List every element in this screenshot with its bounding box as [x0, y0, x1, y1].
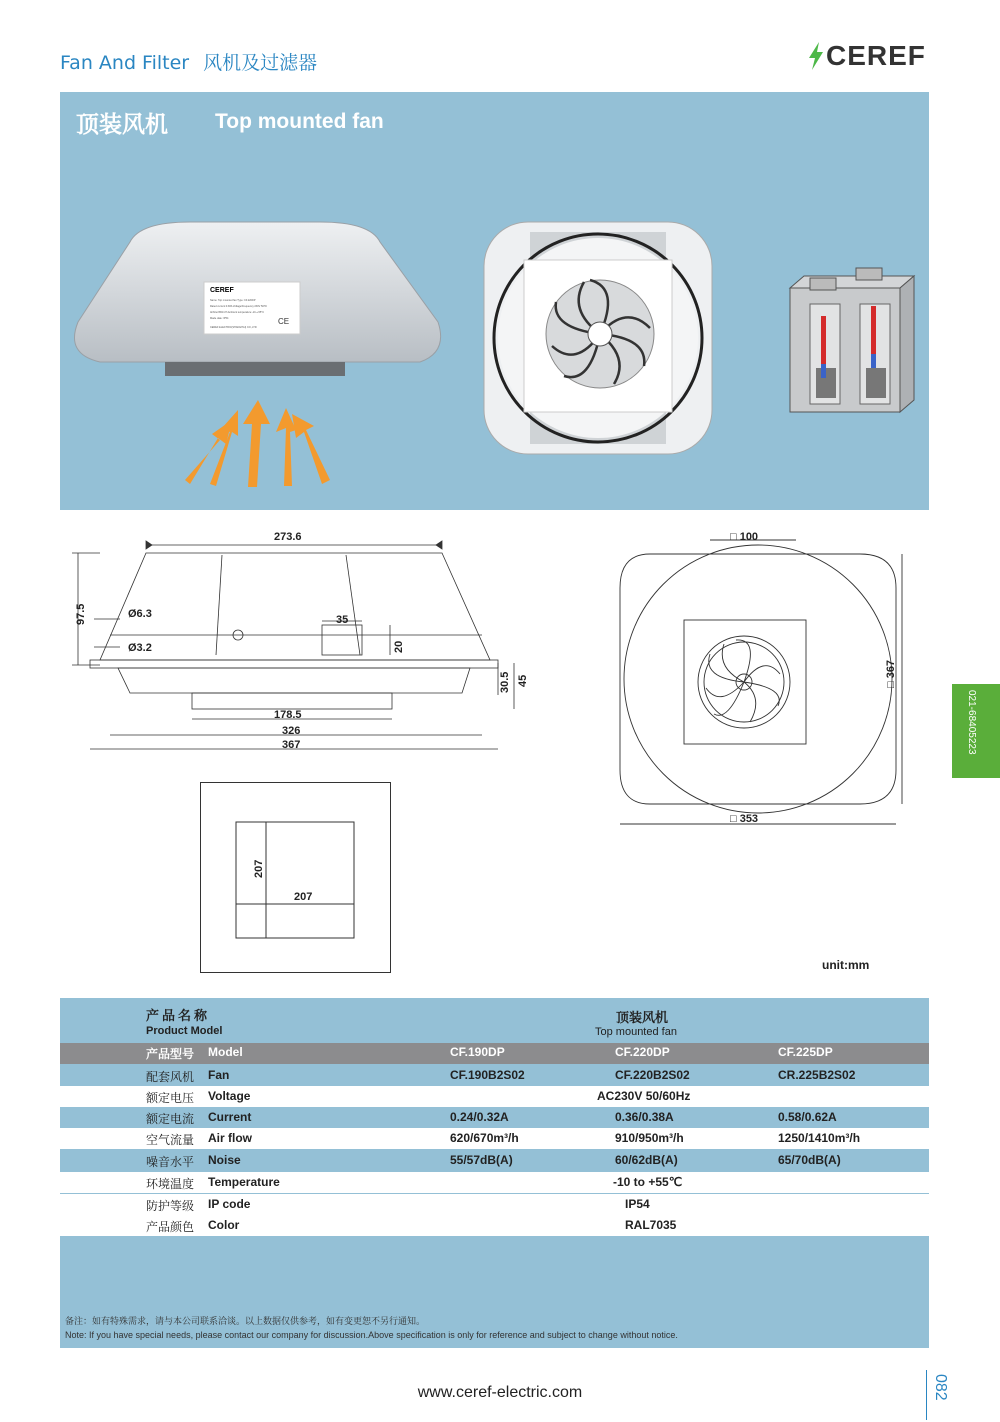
cell-value: CF.190DP	[450, 1045, 505, 1059]
dim-slot-width: 35	[336, 614, 349, 626]
row-label-en: Air flow	[208, 1131, 252, 1145]
cell-value: 65/70dB(A)	[778, 1153, 841, 1167]
side-phone-tab	[952, 684, 1000, 778]
dim-hole-large: Ø6.3	[128, 608, 152, 620]
cell-value: 0.24/0.32A	[450, 1110, 509, 1124]
dim-height: 97.5	[75, 603, 87, 625]
row-label-cn: 额定电压	[146, 1091, 195, 1105]
cell-value: CF.220B2S02	[615, 1068, 690, 1082]
table-row-color	[60, 1215, 929, 1236]
cell-value: 60/62dB(A)	[615, 1153, 678, 1167]
row-label-en: Color	[208, 1218, 240, 1232]
brand-name: CEREF	[826, 40, 926, 71]
spec-header	[60, 998, 929, 1042]
row-label-cn: 配套风机	[146, 1070, 195, 1084]
row-label-en: Fan	[208, 1068, 230, 1082]
cell-value: CF.225DP	[778, 1045, 833, 1059]
product-name-value-cn: 顶装风机	[616, 1011, 669, 1026]
dim-mid-width: 326	[282, 725, 301, 737]
note-cn: 备注：如有特殊需求，请与本公司联系洽谈。以上数据仅供参考，如有变更恕不另行通知。	[65, 1317, 426, 1327]
label-line-5: CEREF ELECTRIC(SHANGHAI) CO.,LTD	[210, 326, 257, 329]
cell-value: 0.58/0.62A	[778, 1110, 837, 1124]
table-row-model	[60, 1043, 929, 1064]
bolt-icon	[806, 40, 826, 72]
dim-top-width: 273.6	[274, 531, 302, 543]
fan-inside-photo	[480, 218, 716, 458]
row-label-cn: 空气流量	[146, 1133, 195, 1147]
label-line-3: Airflow:950m³/h Ambient temperature:-10~+55°C	[210, 311, 265, 314]
row-label-en: Model	[208, 1045, 243, 1059]
top-view-drawing	[610, 528, 910, 832]
dim-base-height: 30.5	[499, 671, 511, 693]
row-label-en: Current	[208, 1110, 252, 1124]
cabinet-airflow-diagram	[788, 264, 918, 414]
dim-outer-width: 367	[282, 739, 301, 751]
cell-value: 55/57dB(A)	[450, 1153, 513, 1167]
cell-value: 0.36/0.38A	[615, 1110, 674, 1124]
phone-number: 021-68405223	[966, 690, 977, 755]
unit-label: unit:mm	[822, 958, 870, 972]
row-label-en: Temperature	[208, 1175, 280, 1189]
row-label-cn: 产品颜色	[146, 1220, 195, 1234]
label-line-4: Made date: IP54	[210, 317, 229, 320]
dim-hole-small: Ø3.2	[128, 642, 152, 654]
hero-title-cn: 顶装风机	[76, 112, 168, 138]
table-row-current	[60, 1107, 929, 1128]
cell-value: AC230V 50/60Hz	[597, 1089, 691, 1103]
dim-cutout-height: 207	[253, 859, 265, 878]
label-ce-mark: CE	[278, 317, 290, 326]
cell-value: CR.225B2S02	[778, 1068, 856, 1082]
label-brand: CEREF	[210, 287, 234, 294]
row-label-cn: 环境温度	[146, 1177, 195, 1191]
cell-value: IP54	[625, 1197, 650, 1211]
cell-value: CF.190B2S02	[450, 1068, 525, 1082]
cell-value: 910/950m³/h	[615, 1131, 684, 1145]
product-name-label-en: Product Model	[146, 1025, 223, 1037]
dim-total-base: 45	[517, 674, 529, 687]
cell-value: -10 to +55℃	[613, 1175, 683, 1189]
cutout-drawing	[200, 782, 392, 974]
table-row-fan	[60, 1065, 929, 1086]
row-label-en: IP code	[208, 1197, 251, 1211]
row-label-en: Noise	[208, 1153, 241, 1167]
table-row-noise	[60, 1150, 929, 1171]
dim-slot-height: 20	[393, 640, 405, 653]
section-title-cn: 风机及过滤器	[203, 52, 318, 74]
fan-product-photo	[60, 212, 460, 502]
website-url: www.ceref-electric.com	[417, 1384, 583, 1401]
label-line-2: Rated current:0.38A Voltage/Frequency:230V 50Hz	[210, 305, 267, 308]
cell-value: RAL7035	[625, 1218, 677, 1232]
page-number-text: 082	[932, 1374, 949, 1401]
hero-panel	[60, 92, 929, 510]
brand-logo	[806, 40, 930, 72]
side-view-drawing	[70, 525, 530, 755]
row-label-en: Voltage	[208, 1089, 251, 1103]
page-number	[926, 1370, 948, 1420]
dim-inner-width: 178.5	[274, 709, 302, 721]
table-row-temperature	[60, 1172, 929, 1193]
row-label-cn: 额定电流	[146, 1112, 195, 1126]
row-label-cn: 噪音水平	[146, 1155, 195, 1169]
cell-value: 620/670m³/h	[450, 1131, 519, 1145]
table-row-voltage	[60, 1086, 929, 1107]
dim-cutout-width: 207	[294, 891, 313, 903]
airflow-arrows-icon	[185, 400, 330, 487]
dim-top-square: □ 100	[730, 531, 759, 543]
label-line-1: Name: Top mounted fan Type: CF.220DP	[210, 299, 256, 302]
spec-table	[60, 998, 929, 1348]
cell-value: 1250/1410m³/h	[778, 1131, 861, 1145]
note-en: Note: If you have special needs, please contact our company for discussion.Above specification is only for reference and subject to change without notice.	[65, 1330, 678, 1340]
product-name-value-en: Top mounted fan	[595, 1026, 677, 1038]
table-row-airflow	[60, 1128, 929, 1149]
table-row-ip	[60, 1194, 929, 1215]
section-title-en: Fan And Filter	[60, 52, 190, 74]
section-title	[60, 48, 317, 75]
cell-value: CF.220DP	[615, 1045, 670, 1059]
row-label-cn: 防护等级	[146, 1199, 195, 1213]
hero-title-en: Top mounted fan	[215, 110, 384, 133]
dim-bottom-square: □ 353	[730, 813, 759, 825]
row-label-cn: 产品型号	[146, 1047, 195, 1061]
dim-right-square: □ 367	[885, 659, 897, 688]
product-name-label-cn: 产品名称	[146, 1009, 211, 1024]
